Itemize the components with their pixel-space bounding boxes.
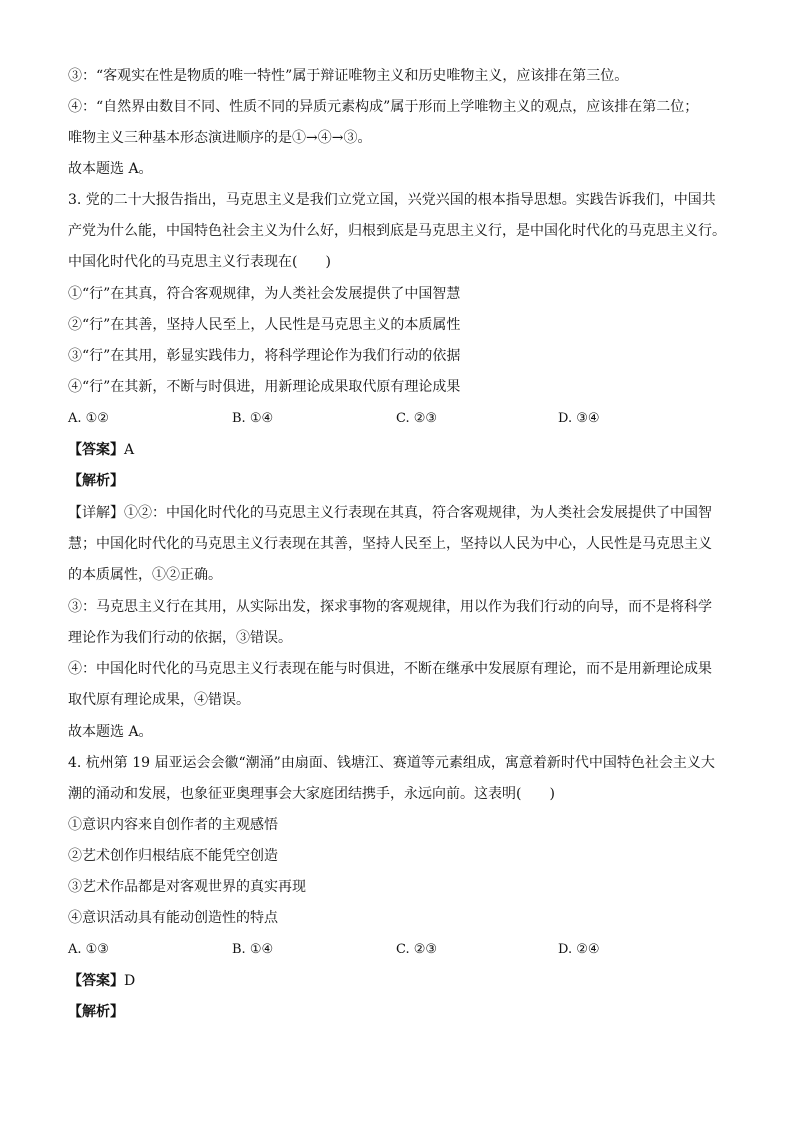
- question-3-option-b: B. ①④: [232, 411, 274, 426]
- question-3-statement: ②“行”在其善，坚持人民至上，人民性是马克思主义的本质属性: [68, 317, 461, 333]
- question-4-analysis-tag: 【解析】: [68, 1004, 124, 1020]
- question-4-statement: ②艺术创作归根结底不能凭空创造: [68, 848, 278, 864]
- question-3-option-d: D. ③④: [558, 411, 600, 426]
- question-3-explanation: ④：中国化时代化的马克思主义行表现在能与时俱进，不断在继承中发展原有理论，而不是用新理论成果: [68, 661, 712, 677]
- question-3-statement: ③“行”在其用，彰显实践伟力，将科学理论作为我们行动的依据: [68, 348, 461, 364]
- question-4-option-a: A. ①③: [68, 942, 109, 957]
- answer-tag: 【答案】: [68, 973, 124, 989]
- question-4-option-b: B. ①④: [232, 942, 274, 957]
- question-3-option-c: C. ②③: [396, 411, 438, 426]
- question-3-option-a: A. ①②: [68, 411, 109, 426]
- text-line: ③：“客观实在性是物质的唯一特性”属于辩证唯物主义和历史唯物主义，应该排在第三位。: [68, 68, 629, 84]
- question-3-explanation: 慧；中国化时代化的马克思主义行表现在其善，坚持人民至上，坚持以人民为中心，人民性是马克思主义: [68, 536, 712, 552]
- question-3-analysis-tag: 【解析】: [68, 473, 124, 489]
- text-line: 故本题选 A。: [68, 161, 153, 177]
- question-3-statement: ①“行”在其真，符合客观规律，为人类社会发展提供了中国智慧: [68, 286, 461, 302]
- question-4-answer: [68, 971, 135, 991]
- question-4-statement: ④意识活动具有能动创造性的特点: [68, 910, 278, 926]
- question-3-explanation: 取代原有理论成果，④错误。: [68, 692, 250, 708]
- question-4-option-c: C. ②③: [396, 942, 438, 957]
- question-3-stem: 中国化时代化的马克思主义行表现在( ): [68, 254, 331, 270]
- question-3-explanation: 的本质属性，①②正确。: [68, 567, 222, 583]
- text-line: 唯物主义三种基本形态演进顺序的是①→④→③。: [68, 130, 372, 146]
- question-3-statement: ④“行”在其新，不断与时俱进，用新理论成果取代原有理论成果: [68, 379, 461, 395]
- question-4-stem: 潮的涌动和发展，也象征亚奥理事会大家庭团结携手，永远向前。这表明( ): [68, 786, 555, 802]
- answer-value: D: [124, 973, 136, 989]
- answer-value: A: [124, 442, 135, 458]
- question-3-stem: 3. 党的二十大报告指出，马克思主义是我们立党立国，兴党兴国的根本指导思想。实践告诉我们，中国共: [68, 192, 716, 208]
- question-3-conclusion: 故本题选 A。: [68, 724, 153, 740]
- answer-tag: 【答案】: [68, 442, 124, 458]
- question-3-explanation: ③：马克思主义行在其用，从实际出发，探求事物的客观规律，用以作为我们行动的向导，而不是将科学: [68, 599, 712, 615]
- question-3-answer: [68, 440, 134, 460]
- question-4-option-d: D. ②④: [558, 942, 600, 957]
- question-4-statement: ①意识内容来自创作者的主观感悟: [68, 817, 278, 833]
- question-3-explanation: 理论作为我们行动的依据，③错误。: [68, 630, 292, 646]
- question-4-stem: 4. 杭州第 19 届亚运会会徽“潮涌”由扇面、钱塘江、赛道等元素组成，寓意着新时代中国特色社会主义大: [68, 755, 715, 771]
- text-line: ④：“自然界由数目不同、性质不同的异质元素构成”属于形而上学唯物主义的观点，应该排在第二位；: [68, 99, 699, 115]
- question-4-statement: ③艺术作品都是对客观世界的真实再现: [68, 879, 306, 895]
- question-3-stem: 产党为什么能，中国特色社会主义为什么好，归根到底是马克思主义行，是中国化时代化的马克思主义行。: [68, 223, 726, 239]
- question-3-explanation: 【详解】①②：中国化时代化的马克思主义行表现在其真，符合客观规律，为人类社会发展提供了中国智: [68, 505, 712, 521]
